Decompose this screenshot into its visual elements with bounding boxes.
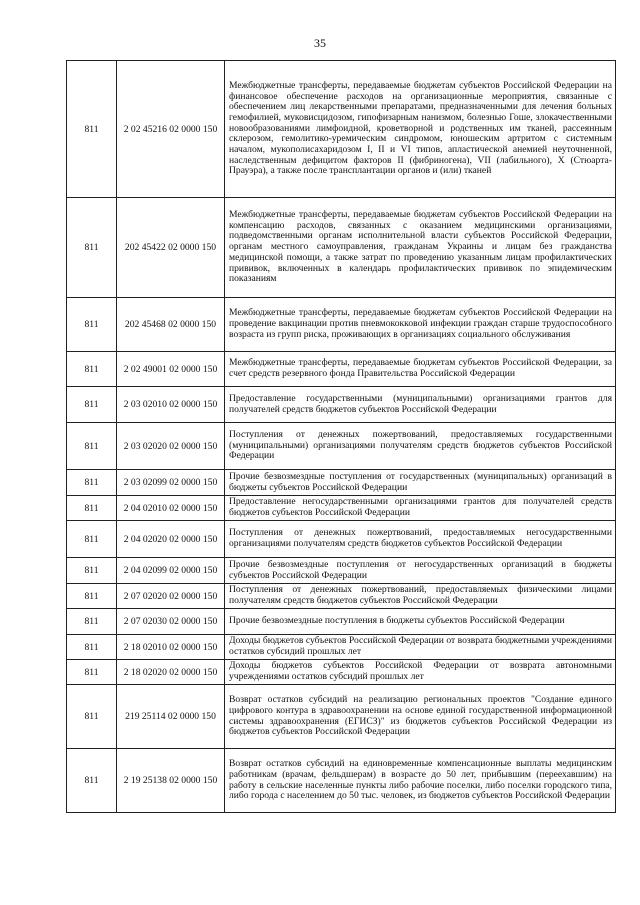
revenue-name-cell — [225, 496, 616, 521]
revenue-name-text: Возврат остатков субсидий на реализацию региональных проектов "Создание единого цифрового контура в здравоохранении на основе единой государственной информационной системы здравоохранения (ЕГИСЗ)" из бюджетов субъектов Российской Федерации из бюджетов субъектов Российской Федерации — [229, 694, 612, 738]
kbk-code-cell: 2 04 02020 02 0000 150 — [117, 521, 225, 558]
table-row — [67, 685, 616, 749]
table-row — [67, 558, 616, 584]
kbk-code-cell: 2 07 02020 02 0000 150 — [117, 584, 225, 609]
revenue-name-text: Возврат остатков субсидий на единовременные компенсационные выплаты медицинским работникам (врачам, фельдшерам) в возрасте до 50 лет, прибывшим (переехавшим) на работу в сельские населенные пункты либо рабочие поселки, либо поселки городского типа, либо города с населением до 50 тыс. человек, из бюджетов субъектов Российской Федерации — [229, 758, 612, 802]
kbk-code-cell: 2 19 25138 02 0000 150 — [117, 749, 225, 813]
revenue-name-cell — [225, 635, 616, 660]
admin-code-cell: 811 — [67, 387, 117, 423]
revenue-name-cell — [225, 584, 616, 609]
table-row — [67, 609, 616, 635]
table-row — [67, 198, 616, 298]
kbk-code-cell: 2 02 49001 02 0000 150 — [117, 352, 225, 387]
revenue-name-cell — [225, 387, 616, 423]
revenue-name-text: Прочие безвозмездные поступления от негосударственных организаций в бюджеты субъектов Российской Федерации — [229, 558, 612, 581]
table-row — [67, 387, 616, 423]
revenue-name-text: Прочие безвозмездные поступления от государственных (муниципальных) организаций в бюджеты субъектов Российской Федерации — [229, 470, 612, 493]
revenue-name-cell — [225, 749, 616, 813]
revenue-name-text: Предоставление негосударственными организациями грантов для получателей средств бюджетов субъектов Российской Федерации — [229, 496, 612, 518]
kbk-code-cell: 2 03 02099 02 0000 150 — [117, 470, 225, 496]
revenue-name-text: Поступления от денежных пожертвований, предоставляемых государственными (муниципальными) организациями получателям средств бюджетов субъектов Российской Федерации — [229, 428, 612, 462]
admin-code-cell: 811 — [67, 685, 117, 749]
table-row — [67, 423, 616, 470]
kbk-code-cell: 2 03 02010 02 0000 150 — [117, 387, 225, 423]
revenue-name-cell — [225, 298, 616, 352]
table-row — [67, 749, 616, 813]
kbk-code-cell: 2 18 02010 02 0000 150 — [117, 635, 225, 660]
admin-code-cell: 811 — [67, 470, 117, 496]
kbk-code-cell: 2 18 02020 02 0000 150 — [117, 660, 225, 685]
admin-code-cell: 811 — [67, 61, 117, 198]
table-row — [67, 521, 616, 558]
revenue-name-cell — [225, 521, 616, 558]
kbk-code-cell: 2 03 02020 02 0000 150 — [117, 423, 225, 470]
admin-code-cell: 811 — [67, 521, 117, 558]
table-row — [67, 584, 616, 609]
admin-code-cell: 811 — [67, 558, 117, 584]
revenue-name-text: Межбюджетные трансферты, передаваемые бюджетам субъектов Российской Федерации на финансовое обеспечение расходов на организационные мероприятия, связанные с обеспечением лиц лекарственными препаратами, предназначенными для лечения больных гемофилией, муковисцидозом, гипофизарным нанизмом, болезнью Гоше, злокачественными новообразованиями лимфоидной, кроветворной и родственных им тканей, рассеянным склерозом, гемолитико-уремическим синдромом, юношеским артритом с системным началом, мукополисахаридозом I, II и VI типов, апластической анемией неуточненной, наследственным дефицитом факторов II (фибриногена), VII (лабильного), X (Стюарта-Прауэра), а также после трансплантации органов и (или) тканей — [229, 79, 612, 177]
revenue-name-cell — [225, 660, 616, 685]
kbk-code-cell: 202 45468 02 0000 150 — [117, 298, 225, 352]
revenue-name-text: Межбюджетные трансферты, передаваемые бюджетам субъектов Российской Федерации на проведение вакцинации против пневмококковой инфекции граждан старше трудоспособного возраста из групп риска, проживающих в организациях социального обслуживания — [229, 307, 612, 340]
admin-code-cell: 811 — [67, 609, 117, 635]
revenue-name-text: Межбюджетные трансферты, передаваемые бюджетам субъектов Российской Федерации на компенсацию расходов, связанных с оказанием медицинскими организациями, подведомственными органам исполнительной власти субъектов Российской Федерации, органам местного самоуправления, гражданам Украины и лицам без гражданства медицинской помощи, а также затрат по проведению указанным лицам профилактических прививок, включенных в календарь профилактических прививок по эпидемическим показаниям — [229, 209, 612, 285]
admin-code-cell: 811 — [67, 584, 117, 609]
admin-code-cell: 811 — [67, 635, 117, 660]
revenue-name-cell — [225, 558, 616, 584]
admin-code-cell: 811 — [67, 496, 117, 521]
kbk-code-cell: 219 25114 02 0000 150 — [117, 685, 225, 749]
revenue-name-text: Предоставление государственными (муниципальными) организациями грантов для получателей средств бюджетов субъектов Российской Федерации — [229, 392, 612, 415]
admin-code-cell: 811 — [67, 198, 117, 298]
revenue-name-cell — [225, 198, 616, 298]
revenue-name-text: Поступления от денежных пожертвований, предоставляемых негосударственными организациями получателям средств бюджетов субъектов Российской Федерации — [229, 527, 612, 549]
revenue-name-cell — [225, 609, 616, 635]
budget-revenue-table — [66, 60, 616, 813]
revenue-name-text: Доходы бюджетов субъектов Российской Федерации от возврата бюджетными учреждениями остатков субсидий прошлых лет — [229, 635, 612, 657]
table-row — [67, 61, 616, 198]
kbk-code-cell: 2 02 45216 02 0000 150 — [117, 61, 225, 198]
kbk-code-cell: 2 07 02030 02 0000 150 — [117, 609, 225, 635]
revenue-name-cell — [225, 423, 616, 470]
kbk-code-cell: 2 04 02099 02 0000 150 — [117, 558, 225, 584]
kbk-code-cell: 202 45422 02 0000 150 — [117, 198, 225, 298]
admin-code-cell: 811 — [67, 423, 117, 470]
table-row — [67, 496, 616, 521]
admin-code-cell: 811 — [67, 749, 117, 813]
revenue-name-text: Межбюджетные трансферты, передаваемые бюджетам субъектов Российской Федерации, за счет средств резервного фонда Правительства Российской Федерации — [229, 357, 612, 379]
kbk-code-cell: 2 04 02010 02 0000 150 — [117, 496, 225, 521]
page-number: 35 — [314, 36, 326, 50]
revenue-name-cell — [225, 352, 616, 387]
revenue-name-text: Поступления от денежных пожертвований, предоставляемых физическими лицами получателям средств бюджетов субъектов Российской Федерации — [229, 584, 612, 606]
revenue-name-text: Прочие безвозмездные поступления в бюджеты субъектов Российской Федерации — [229, 615, 565, 627]
table-row — [67, 660, 616, 685]
revenue-name-cell — [225, 470, 616, 496]
admin-code-cell: 811 — [67, 352, 117, 387]
admin-code-cell: 811 — [67, 660, 117, 685]
admin-code-cell: 811 — [67, 298, 117, 352]
table-row — [67, 635, 616, 660]
revenue-name-cell — [225, 685, 616, 749]
revenue-name-text: Доходы бюджетов субъектов Российской Федерации от возврата автономными учреждениями остатков субсидий прошлых лет — [229, 660, 612, 682]
revenue-name-cell — [225, 61, 616, 198]
table-row — [67, 470, 616, 496]
table-row — [67, 352, 616, 387]
table-row — [67, 298, 616, 352]
